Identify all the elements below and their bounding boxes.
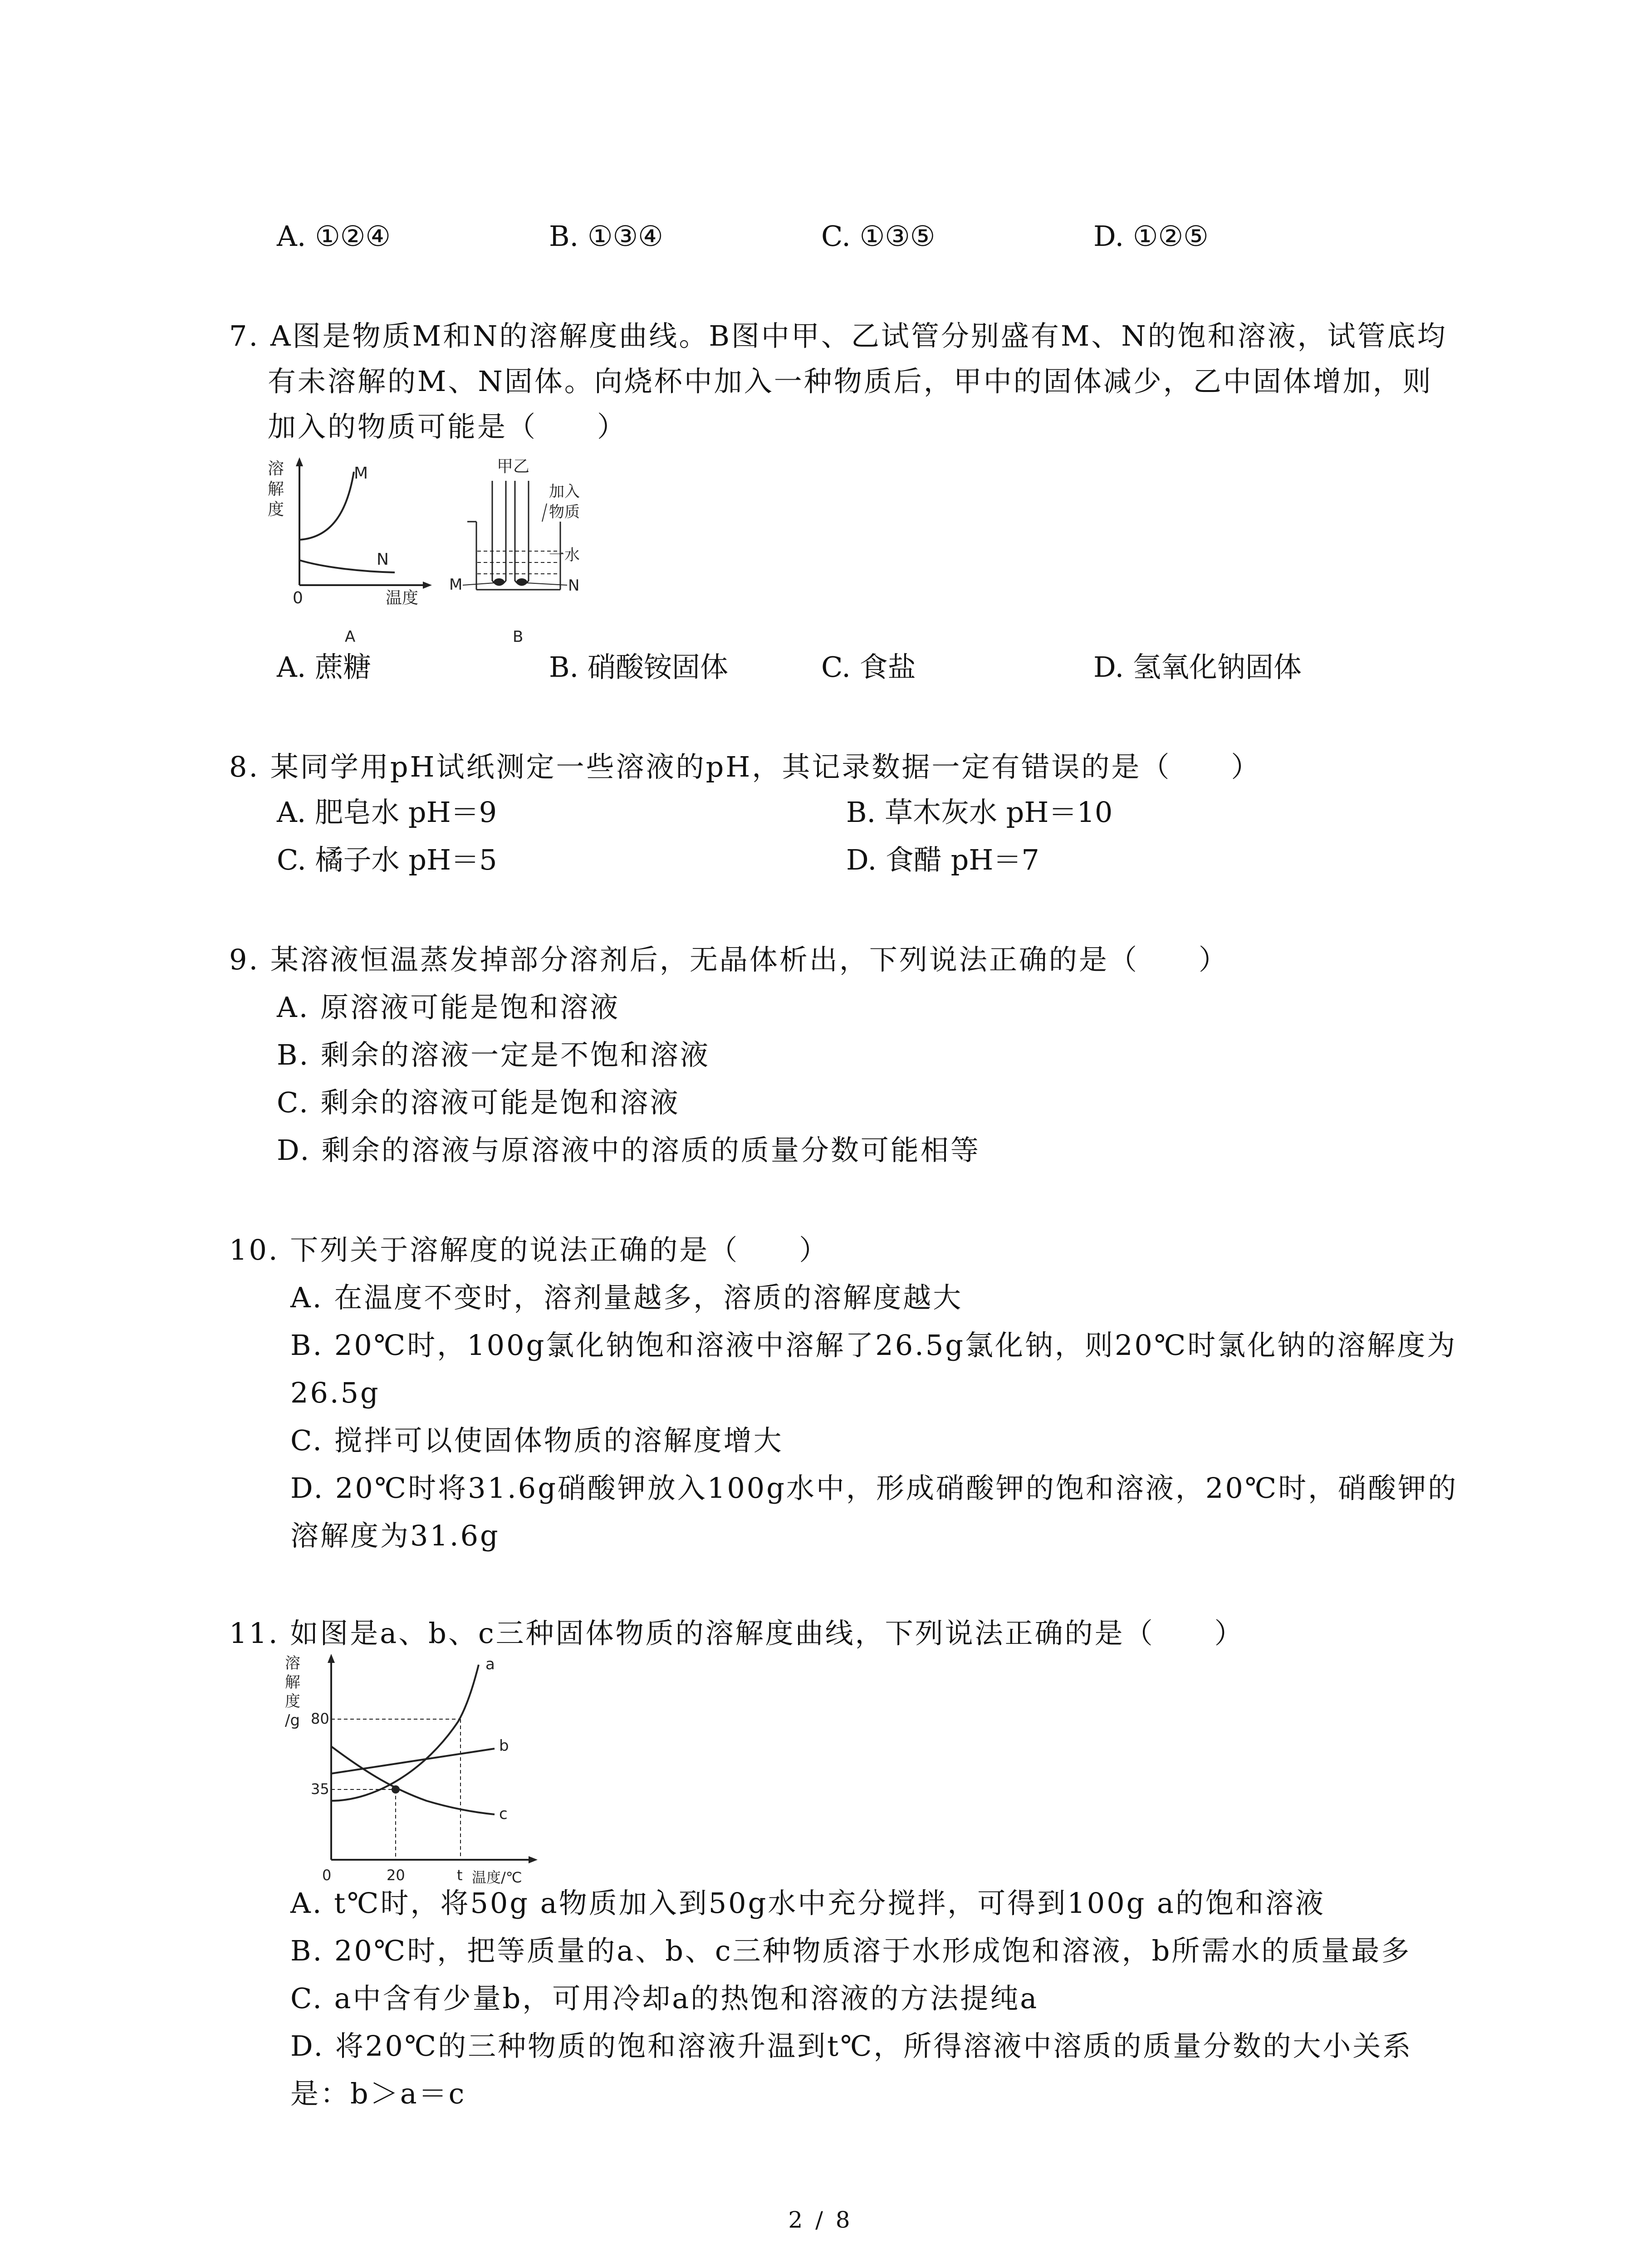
q8-option-c: C. 橘子水 pH＝5	[277, 843, 497, 876]
q11-fig-origin: 0	[322, 1867, 332, 1884]
page-number: 2 / 8	[788, 2207, 853, 2233]
q7-stem-line-2: 有未溶解的M、N固体。向烧杯中加入一种物质后，甲中的固体减少，乙中固体增加，则	[268, 365, 1433, 398]
q11-stem: 11. 如图是a、b、c三种固体物质的溶解度曲线，下列说法正确的是（ ）	[229, 1617, 1244, 1650]
q10-stem: 10. 下列关于溶解度的说法正确的是（ ）	[229, 1233, 829, 1266]
q7-option-c: C. 食盐	[821, 650, 916, 684]
q11-fig-tick-35: 35	[311, 1780, 329, 1798]
q7-figa-label-n: N	[377, 550, 389, 569]
q7-figure-b	[449, 454, 631, 653]
q7-figa-xlabel: 温度	[386, 589, 419, 607]
q9-option-a: A. 原溶液可能是饱和溶液	[277, 991, 620, 1024]
q11-fig-ylabel-1: 溶	[285, 1654, 300, 1672]
q7-figb-water-label: 一水	[549, 546, 580, 564]
q11-fig-xlabel: 温度/℃	[472, 1869, 522, 1886]
q9-stem: 9. 某溶液恒温蒸发掉部分溶剂后，无晶体析出，下列说法正确的是（ ）	[229, 943, 1229, 976]
q11-option-a: A. t℃时，将50g a物质加入到50g水中充分搅拌，可得到100g a的饱和溶液	[290, 1887, 1325, 1920]
q11-figure	[277, 1651, 549, 1887]
q7-solid-m	[494, 578, 505, 586]
q11-intersection-point	[392, 1785, 400, 1794]
q7-tube-jia	[492, 481, 506, 585]
q6-option-b: B. ①③④	[549, 220, 663, 253]
q11-option-c: C. a中含有少量b，可用冷却a的热饱和溶液的方法提纯a	[290, 1982, 1039, 2015]
q7-figa-caption: A	[345, 628, 356, 646]
q7-figb-add-label-2: 物质	[549, 503, 580, 521]
q7-option-b: B. 硝酸铵固体	[549, 650, 728, 684]
q7-solid-n	[516, 578, 527, 586]
q11-fig-y-arrow	[328, 1654, 335, 1663]
q7-figa-ylabel-2: 解	[268, 480, 284, 499]
q7-m-pointer	[463, 583, 495, 585]
q11-option-b: B. 20℃时，把等质量的a、b、c三种物质溶于水形成饱和溶液，b所需水的质量最多	[290, 1934, 1411, 1967]
q11-option-d-line-1: D. 将20℃的三种物质的饱和溶液升温到t℃，所得溶液中溶质的质量分数的大小关系	[290, 2029, 1413, 2063]
q8-option-a: A. 肥皂水 pH＝9	[277, 796, 497, 829]
q6-option-c: C. ①③⑤	[821, 220, 936, 253]
q6-option-a: A. ①②④	[277, 220, 391, 253]
q8-stem: 8. 某同学用pH试纸测定一些溶液的pH，其记录数据一定有错误的是（ ）	[229, 750, 1261, 783]
q7-figb-tubes-label: 甲乙	[497, 457, 530, 476]
q11-fig-ylabel-3: 度	[285, 1692, 300, 1711]
q7-figb-caption: B	[513, 628, 524, 646]
q7-tube-yi	[515, 481, 529, 585]
q7-figa-origin: 0	[293, 589, 303, 607]
q7-figa-x-arrow	[423, 582, 432, 589]
q8-option-d: D. 食醋 pH＝7	[846, 843, 1039, 876]
q11-curve-a	[331, 1665, 479, 1801]
q9-option-d: D. 剩余的溶液与原溶液中的溶质的质量分数可能相等	[277, 1134, 980, 1167]
q7-figure-a	[268, 454, 449, 653]
q11-fig-ylabel-2: 解	[285, 1673, 300, 1691]
q7-figa-ylabel-3: 度	[268, 500, 284, 519]
q10-option-c: C. 搅拌可以使固体物质的溶解度增大	[290, 1424, 784, 1457]
q7-figb-add-label-1: 加入	[549, 483, 580, 501]
q11-option-d-line-2: 是：b＞a＝c	[290, 2077, 466, 2110]
q7-figb-m-label: M	[449, 576, 463, 594]
q11-fig-tick-80: 80	[311, 1710, 329, 1727]
q10-option-b-line-1: B. 20℃时，100g氯化钠饱和溶液中溶解了26.5g氯化钠，则20℃时氯化钠的溶解度为	[290, 1329, 1457, 1362]
q7-option-a: A. 蔗糖	[277, 650, 372, 684]
q11-fig-x-arrow	[529, 1856, 538, 1863]
q6-option-d: D. ①②⑤	[1093, 220, 1209, 253]
q7-option-d: D. 氢氧化钠固体	[1093, 650, 1302, 684]
q7-figb-n-label: N	[568, 577, 580, 595]
q10-option-d-line-2: 溶解度为31.6g	[290, 1519, 500, 1552]
q11-curve-c	[331, 1746, 495, 1814]
q11-fig-label-c: c	[499, 1805, 508, 1823]
q11-fig-label-b: b	[499, 1737, 509, 1755]
q10-option-b-line-2: 26.5g	[290, 1376, 380, 1409]
q11-fig-tick-20: 20	[387, 1867, 405, 1884]
q7-figa-y-arrow	[296, 457, 303, 466]
q10-option-d-line-1: D. 20℃时将31.6g硝酸钾放入100g水中，形成硝酸钾的饱和溶液，20℃时，硝酸钾的	[290, 1471, 1458, 1505]
q10-option-a: A. 在温度不变时，溶剂量越多，溶质的溶解度越大	[290, 1281, 963, 1314]
q9-option-c: C. 剩余的溶液可能是饱和溶液	[277, 1086, 680, 1119]
q11-fig-tick-t: t	[457, 1867, 463, 1884]
q7-add-pointer	[542, 503, 547, 522]
q7-stem-line-1: 7. A图是物质M和N的溶解度曲线。B图中甲、乙试管分别盛有M、N的饱和溶液，试管底均	[229, 319, 1447, 352]
q11-fig-label-a: a	[485, 1655, 495, 1673]
q7-curve-m	[299, 472, 354, 540]
q7-figa-label-m: M	[354, 464, 368, 483]
q9-option-b: B. 剩余的溶液一定是不饱和溶液	[277, 1038, 710, 1071]
q11-fig-ylabel-4: /g	[285, 1711, 300, 1730]
q7-figa-ylabel-1: 溶	[268, 459, 284, 478]
q7-stem-line-3: 加入的物质可能是（ ）	[268, 410, 627, 443]
q8-option-b: B. 草木灰水 pH＝10	[846, 796, 1113, 829]
